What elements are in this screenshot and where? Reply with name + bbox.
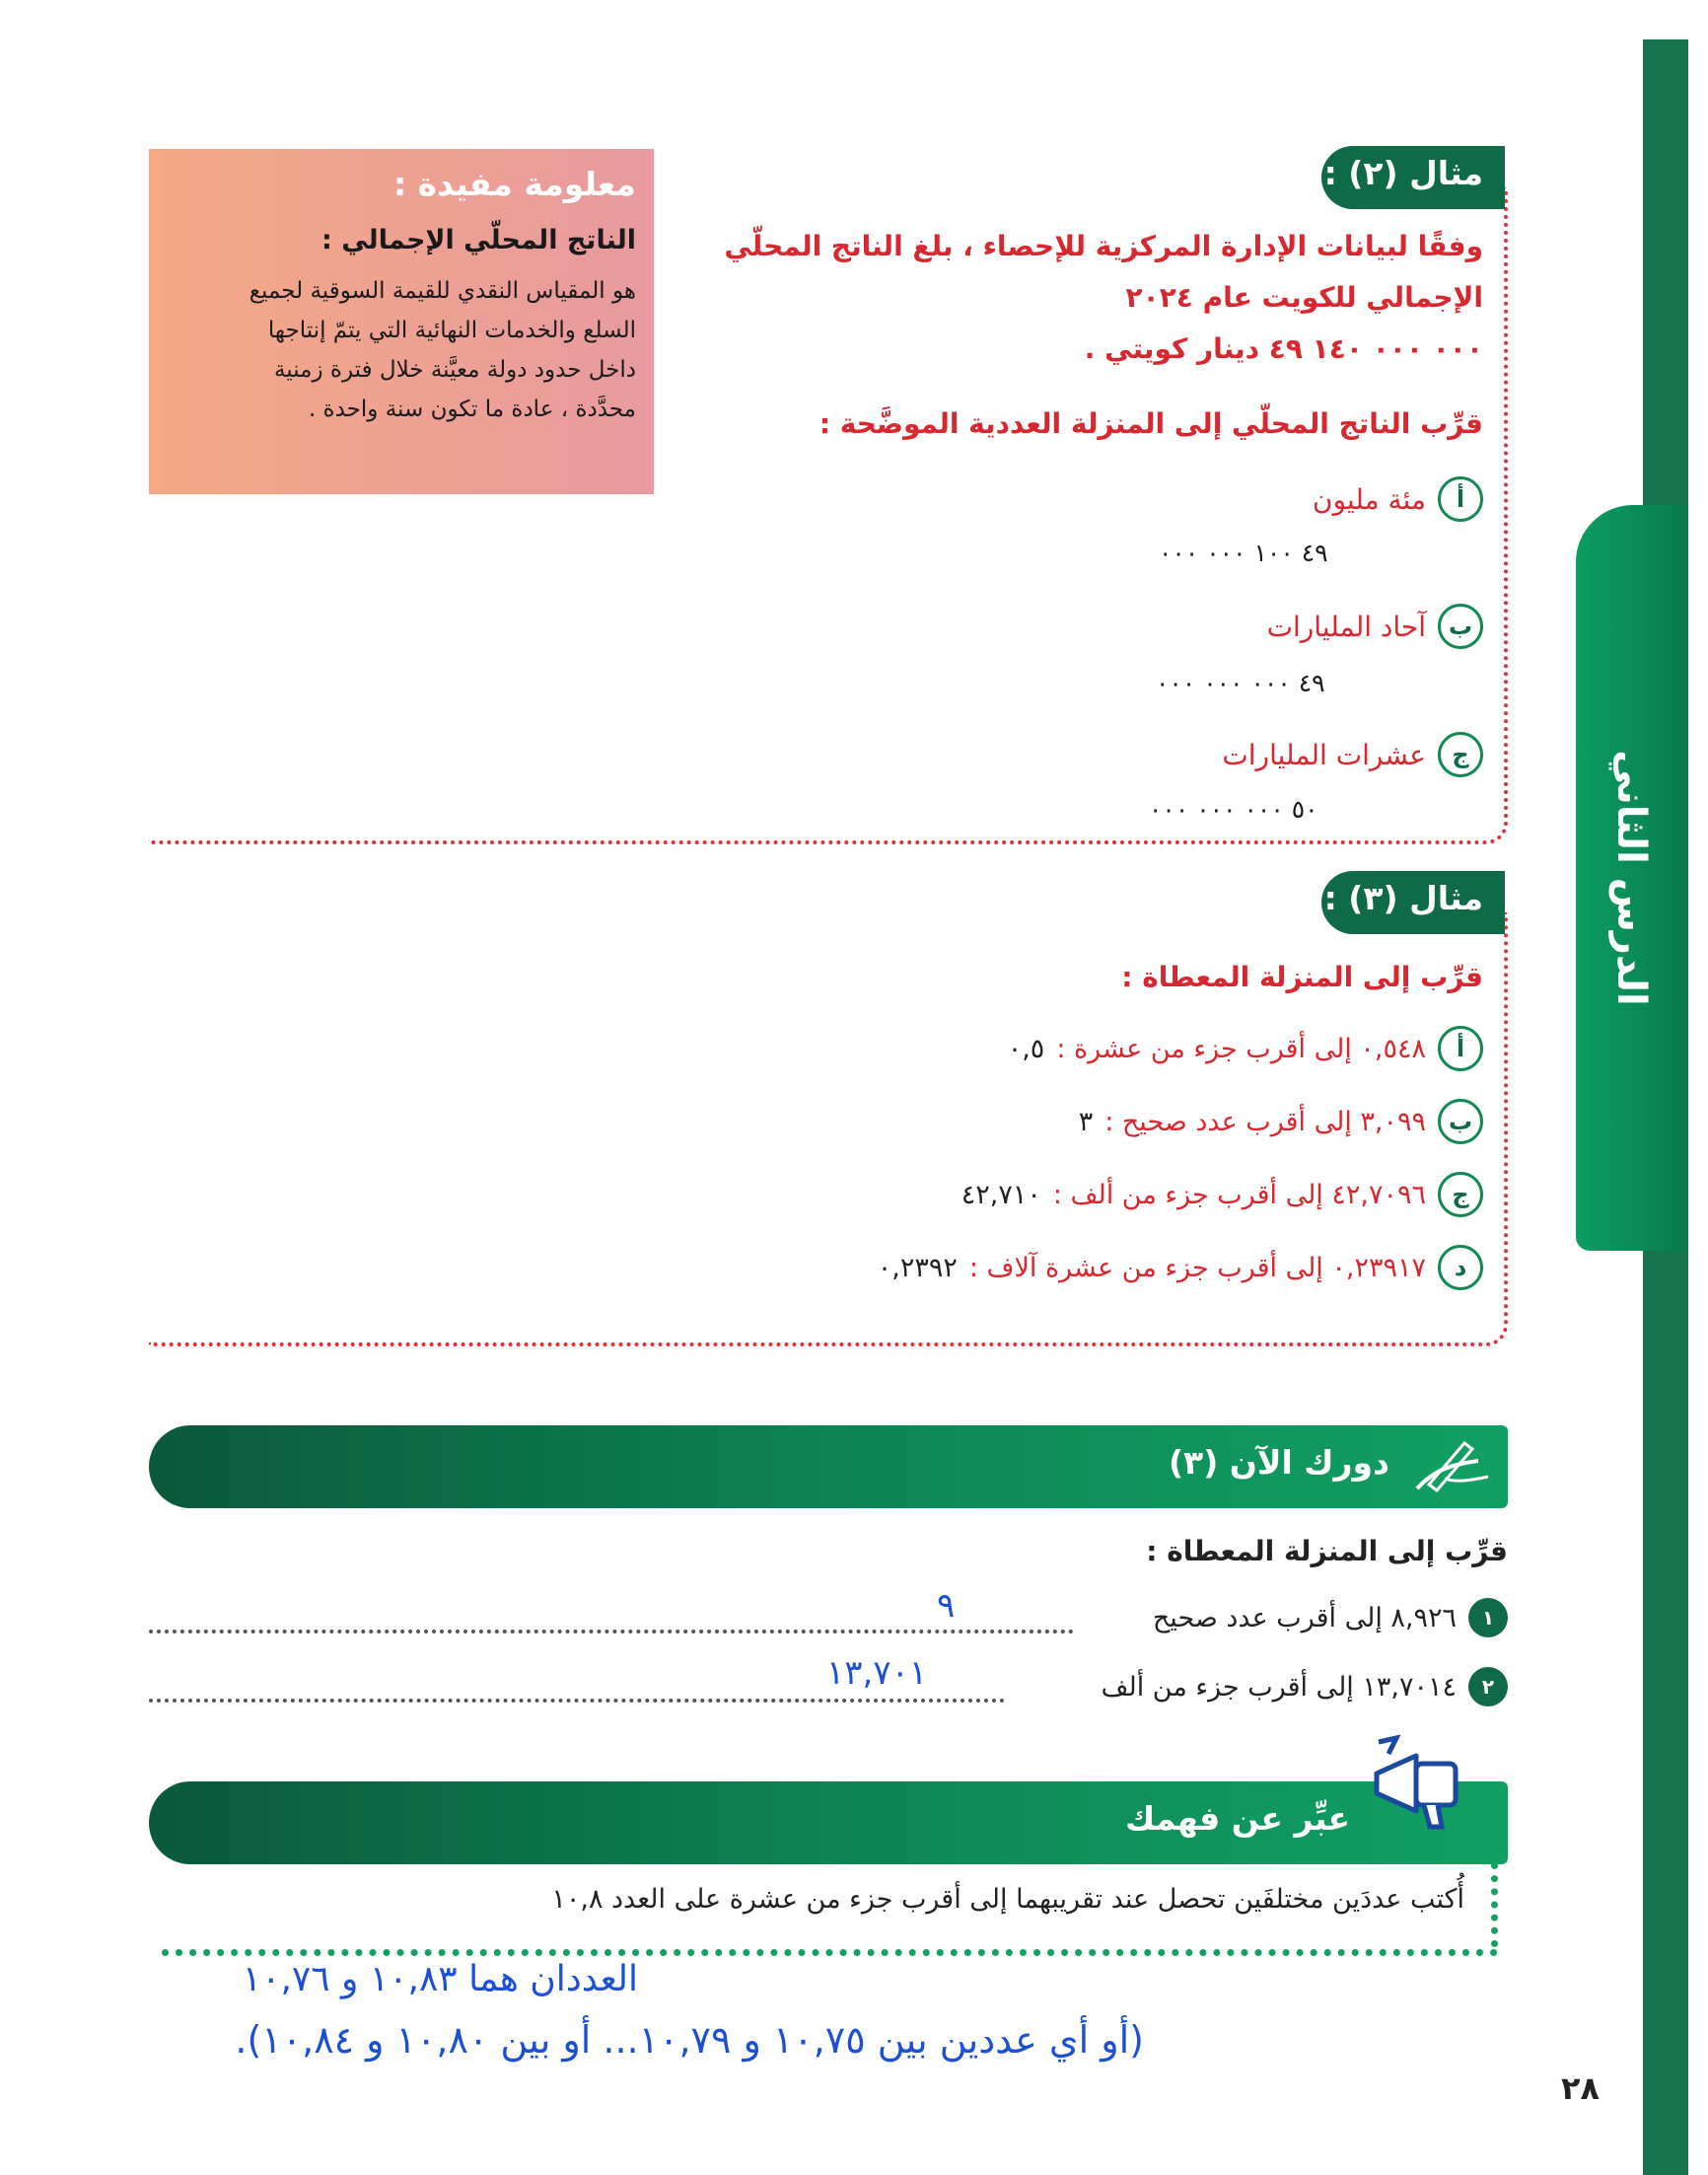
- badge-b: ب: [1438, 604, 1483, 649]
- info-line: محدَّدة ، عادة ما تكون سنة واحدة .: [308, 397, 636, 422]
- example-2-title: مثال (٢) :: [1321, 146, 1505, 209]
- writing-hand-icon: [1409, 1431, 1494, 1500]
- example-2-line-3: ٠٠٠ ٠٠٠ ١٤٠ ٤٩ دينار كويتي .: [1084, 332, 1483, 365]
- your-turn-prompt: قرِّب إلى المنزلة المعطاة :: [1146, 1535, 1508, 1567]
- lesson-tab-label: الدرس الثاني: [1608, 750, 1654, 1006]
- badge-a: أ: [1438, 476, 1483, 522]
- express-bar: [149, 1781, 1508, 1864]
- item-answer: ٠,٥: [1007, 1033, 1045, 1064]
- item-label: آحاد المليارات: [1266, 610, 1426, 643]
- info-line: هو المقياس النقدي للقيمة السوقية لجميع: [249, 278, 636, 304]
- express-title: عبِّر عن فهمك: [1124, 1799, 1350, 1838]
- handwritten-answer-1: ٩: [937, 1586, 956, 1626]
- info-term: الناتج المحلّي الإجمالي :: [321, 225, 636, 255]
- badge-c: ج: [1438, 732, 1483, 777]
- item-question: ٣,٠٩٩ إلى أقرب عدد صحيح :: [1104, 1106, 1426, 1137]
- your-turn-item-2: [1102, 1667, 1508, 1706]
- item-question: ١٣,٧٠١٤ إلى أقرب جزء من ألف: [1101, 1671, 1457, 1703]
- example-3-title: مثال (٣) :: [1321, 871, 1505, 934]
- item-answer: ٠,٢٣٩٢: [877, 1252, 958, 1283]
- info-line: داخل حدود دولة معيَّنة خلال فترة زمنية: [273, 357, 636, 383]
- info-line: السلع والخدمات النهائية التي يتمّ إنتاجها: [267, 318, 636, 343]
- example-2-line-1: وفقًا لبيانات الإدارة المركزية للإحصاء ، بلغ الناتج المحلّي: [724, 230, 1483, 262]
- example-2-item-c: [1222, 732, 1483, 777]
- express-prompt: أُكتب عددَين مختلفَين تحصل عند تقريبهما إلى أقرب جزء من عشرة على العدد ١٠,٨: [551, 1884, 1464, 1915]
- badge-a: أ: [1438, 1026, 1483, 1071]
- express-border-right: [1491, 1862, 1498, 1947]
- item-label: مئة مليون: [1312, 482, 1426, 516]
- page-number: ٢٨: [1560, 2069, 1600, 2107]
- example-2-item-b: [1267, 604, 1483, 649]
- item-question: ٠,٢٣٩١٧ إلى أقرب جزء من عشرة آلاف :: [968, 1252, 1426, 1283]
- item-question: ٤٢,٧٠٩٦ إلى أقرب جزء من ألف :: [1052, 1179, 1426, 1210]
- handwritten-express-line-1: العددان هما ١٠,٨٣ و ١٠,٧٦: [242, 1959, 638, 1999]
- example-3-item-b: [1079, 1099, 1483, 1144]
- example-3-prompt: قرِّب إلى المنزلة المعطاة :: [1121, 961, 1483, 993]
- badge-d: د: [1438, 1245, 1483, 1290]
- your-turn-bar: [149, 1425, 1508, 1508]
- item-question: ٠,٥٤٨ إلى أقرب جزء من عشرة :: [1056, 1033, 1426, 1064]
- badge-1: ١: [1468, 1598, 1508, 1637]
- example-2-answer-b: ٤٩ ٠٠٠ ٠٠٠ ٠٠٠: [1156, 669, 1325, 697]
- item-answer: ٤٢,٧١٠: [961, 1179, 1041, 1210]
- item-label: عشرات المليارات: [1222, 738, 1426, 771]
- example-2-item-a: [1313, 476, 1483, 522]
- handwritten-answer-2: ١٣,٧٠١: [826, 1653, 928, 1693]
- example-3-item-c: [961, 1172, 1483, 1217]
- example-3-item-d: [878, 1245, 1483, 1290]
- example-2-answer-c: ٥٠ ٠٠٠ ٠٠٠ ٠٠٠: [1149, 795, 1318, 824]
- example-2-answer-a: ٤٩ ١٠٠ ٠٠٠ ٠٠٠: [1159, 539, 1328, 567]
- lesson-tab: [1576, 505, 1686, 1251]
- item-answer: ٣: [1078, 1106, 1094, 1137]
- megaphone-icon: [1359, 1734, 1477, 1833]
- example-3-item-a: [1008, 1026, 1483, 1071]
- badge-b: ب: [1438, 1099, 1483, 1144]
- badge-2: ٢: [1468, 1667, 1508, 1706]
- your-turn-title: دورك الآن (٣): [1168, 1443, 1389, 1482]
- express-border-bottom: [162, 1949, 1498, 1956]
- your-turn-item-1: [1153, 1598, 1508, 1637]
- badge-c: ج: [1438, 1172, 1483, 1217]
- answer-line-2: [149, 1699, 1005, 1703]
- example-2-prompt: قرِّب الناتج المحلّي إلى المنزلة العددية الموضَّحة :: [818, 407, 1483, 440]
- example-2-line-2: الإجمالي للكويت عام ٢٠٢٤: [1125, 281, 1483, 314]
- info-title: معلومة مفيدة :: [392, 165, 636, 203]
- handwritten-express-line-2: (أو أي عددين بين ١٠,٧٥ و ١٠,٧٩... أو بين ١٠,٨٠ و ١٠,٨٤).: [235, 2018, 1144, 2062]
- item-question: ٨,٩٢٦ إلى أقرب عدد صحيح: [1152, 1602, 1457, 1633]
- answer-line-1: [149, 1630, 1074, 1633]
